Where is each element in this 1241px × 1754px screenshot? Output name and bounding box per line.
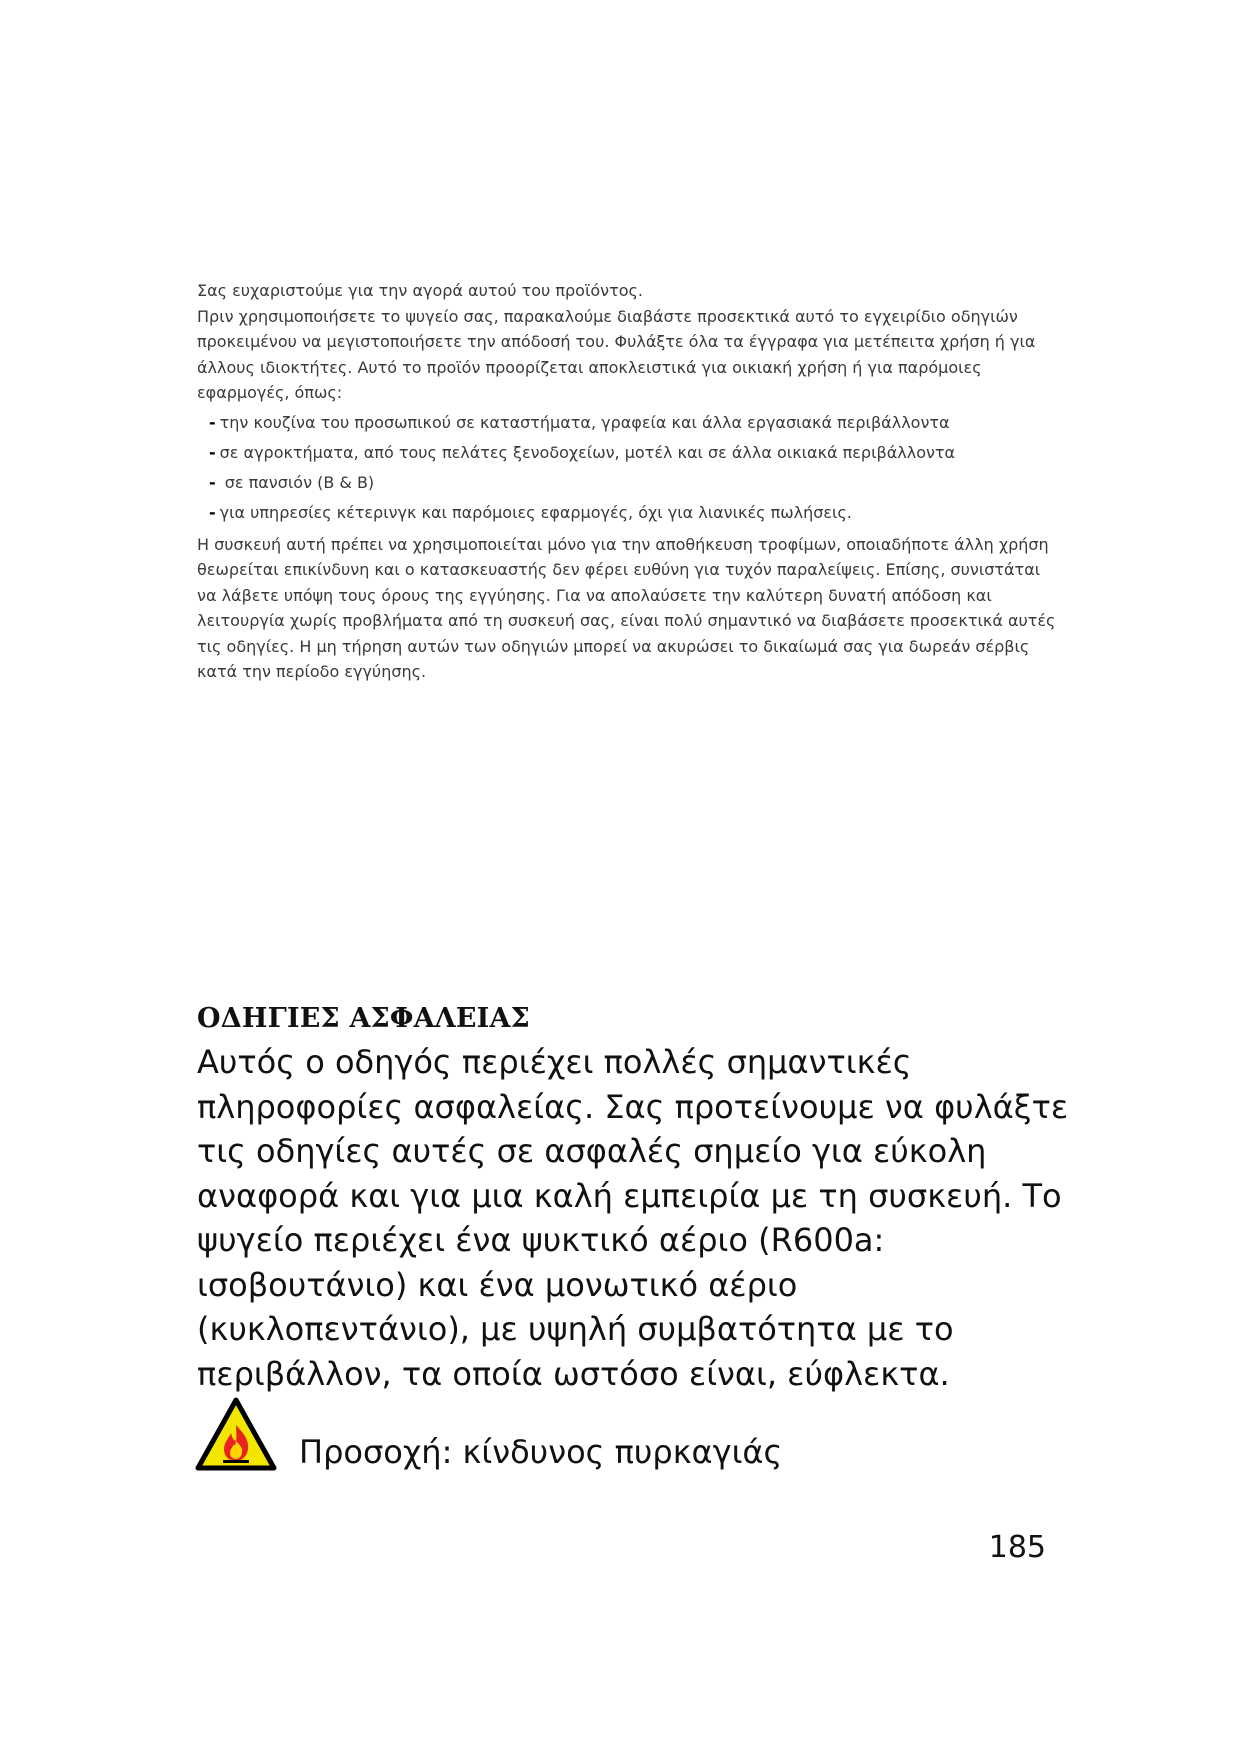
bullet-dash: -	[209, 502, 216, 522]
flammable-warning-icon	[195, 1397, 277, 1471]
intro-usage-warning: Η συσκευή αυτή πρέπει να χρησιμοποιείται μόνο για την αποθήκευση τροφίμων, οποιαδήποτε άλλη χρήση θεωρείται επικίνδυνη και ο κατασκευαστής δεν φέρει ευθύνη για τυχόν παραλείψεις. Επίσης, συνιστάται να λάβετε υπόψη τους όρους της εγγύησης. Για να απολαύσετε την καλύτερη δυνατή απόδοση και λειτουργία χωρίς προβλήματα από τη συσκευή σας, είναι πολύ σημαντικό να διαβάσετε προσεκτικά αυτές τις οδηγίες. Η μη τήρηση αυτών των οδηγιών μπορεί να ακυρώσει το δικαίωμά σας για δωρεάν σέρβις κατά την περίοδο εγγύησης.	[197, 534, 1056, 681]
safety-heading: ΟΔΗΓΙΕΣ ΑΣΦΑΛΕΙΑΣ	[197, 1003, 530, 1034]
warning-text: Προσοχή: κίνδυνος πυρκαγιάς	[299, 1433, 783, 1471]
list-item	[209, 468, 1057, 498]
list-item-text: για υπηρεσίες κέτερινγκ και παρόμοιες εφαρμογές, όχι για λιανικές πωλήσεις.	[219, 502, 852, 522]
intro-thanks: Σας ευχαριστούμε για την αγορά αυτού του προϊόντος.	[197, 281, 643, 300]
list-item	[209, 438, 1057, 468]
fire-warning	[195, 1397, 1095, 1477]
bullet-dash: -	[209, 412, 216, 432]
intro-instructions: Πριν χρησιμοποιήσετε το ψυγείο σας, παρακαλούμε διαβάστε προσεκτικά αυτό το εγχειρίδιο οδηγιών προκειμένου να μεγιστοποιήσετε την απόδοσή του. Φυλάξτε όλα τα έγγραφα για μετέπειτα χρήση ή για άλλους ιδιοκτήτες. Αυτό το προϊόν προορίζεται αποκλειστικά για οικιακή χρήση ή για παρόμοιες εφαρμογές, όπως:	[197, 306, 1036, 402]
list-item-text: σε πανσιόν (B & B)	[219, 472, 375, 492]
list-item	[209, 408, 1057, 438]
page-number: 185	[988, 1530, 1046, 1565]
list-item-text: σε αγροκτήματα, από τους πελάτες ξενοδοχείων, μοτέλ και σε άλλα οικιακά περιβάλλοντα	[219, 442, 956, 462]
list-item-text: την κουζίνα του προσωπικού σε καταστήματα, γραφεία και άλλα εργασιακά περιβάλλοντα	[219, 412, 950, 432]
intro-section	[197, 278, 1057, 685]
list-item	[209, 498, 1057, 528]
bullet-dash: -	[209, 472, 216, 492]
bullet-dash: -	[209, 442, 216, 462]
safety-body: Αυτός ο οδηγός περιέχει πολλές σημαντικές πληροφορίες ασφαλείας. Σας προτείνουμε να φυλάξτε τις οδηγίες αυτές σε ασφαλές σημείο για εύκολη αναφορά και για μια καλή εμπειρία με τη συσκευή. Το ψυγείο περιέχει ένα ψυκτικό αέριο (R600a: ισοβουτάνιο) και ένα μονωτικό αέριο (κυκλοπεντάνιο), με υψηλή συμβατότητα με το περιβάλλον, τα οποία ωστόσο είναι, εύφλεκτα.	[197, 1043, 1069, 1393]
usage-list	[197, 408, 1057, 528]
